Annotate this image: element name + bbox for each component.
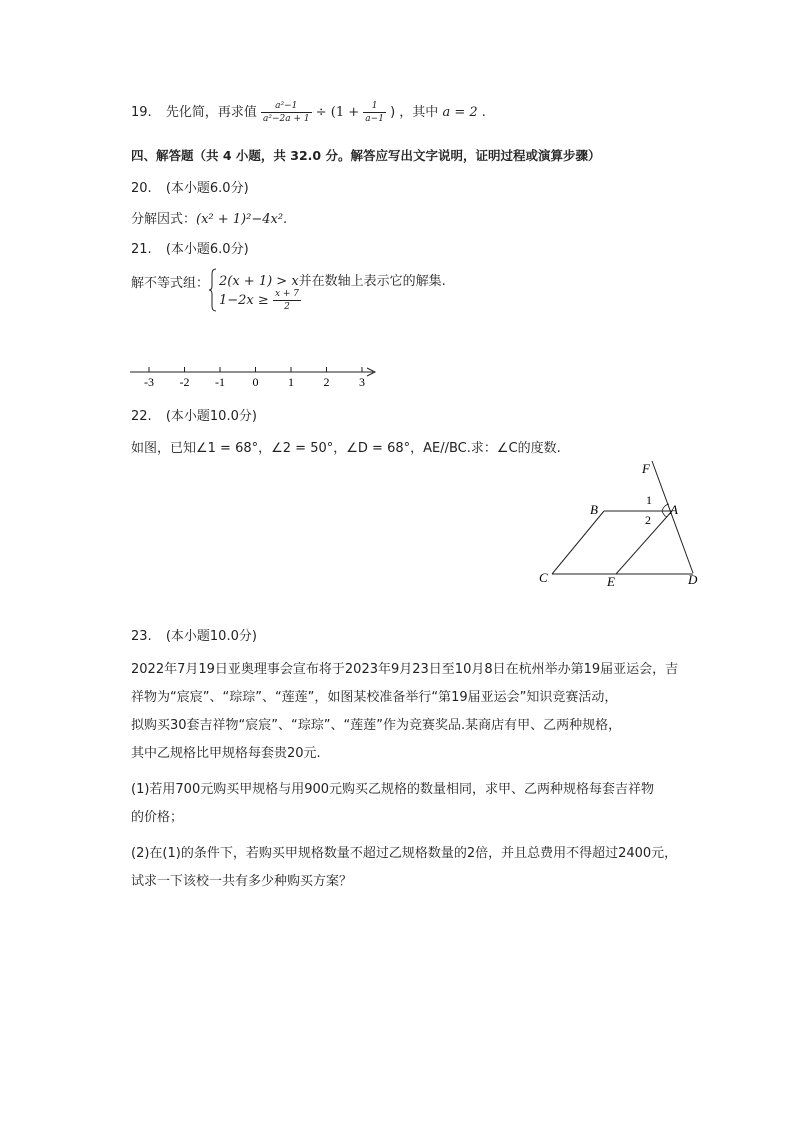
question-19: [131, 100, 486, 125]
q21-number: 21.: [131, 242, 152, 257]
q19-frac2-numerator: 1: [371, 101, 378, 111]
segment-BC: [552, 511, 604, 574]
section-4-heading: 四、解答题（共 4 小题，共 32.0 分。解答应写出文字说明，证明过程或演算步骤）: [131, 148, 601, 163]
line-FD: [652, 461, 693, 573]
q23-part1-line: (1)若用700元购买甲规格与用900元购买乙规格的数量相同，求甲、乙两种规格每套吉祥物: [131, 782, 655, 797]
q22-geometry-figure: [530, 455, 710, 590]
q21-inequality-2-row: [219, 288, 301, 313]
number-line: [125, 358, 385, 392]
q19-end: .: [481, 105, 486, 120]
angle-2-arc: [662, 511, 667, 517]
q23-intro-line: 祥物为“宸宸”、“琮琮”、“莲莲”，如图某校准备举行“第19届亚运会”知识竞赛活动，: [131, 690, 618, 705]
q20-text: 分解因式：: [131, 212, 197, 227]
q21-lead: 解不等式组：: [131, 276, 210, 291]
number-line-tick-label: 1: [288, 375, 294, 389]
q19-fraction-1: [261, 100, 312, 125]
q20-number: 20.: [131, 181, 152, 196]
label-angle-2: 2: [645, 513, 651, 527]
q23-part-1: [131, 776, 654, 832]
label-A: A: [670, 502, 678, 517]
q19-frac1-numerator: a²−1: [275, 101, 298, 111]
q19-fraction-2: [363, 100, 386, 125]
number-line-tick-label: -2: [179, 375, 190, 389]
label-C: C: [539, 570, 548, 585]
q21-fraction: [273, 288, 301, 313]
question-20-body: [131, 208, 287, 227]
q22-number: 22.: [131, 409, 152, 424]
q19-close-paren: ): [390, 105, 396, 120]
q23-part2-line: (2)在(1)的条件下，若购买甲规格数量不超过乙规格数量的2倍，并且总费用不得超过2400元，: [131, 846, 678, 861]
q23-intro: [131, 656, 678, 768]
q23-intro-line: 拟购买30套吉祥物“宸宸”、“琮琮”、“莲莲”作为竞赛奖品.某商店有甲、乙两种规格，: [131, 718, 622, 733]
question-23-header: [131, 625, 257, 644]
label-B: B: [590, 502, 598, 517]
q19-lead: 先化简，再求值: [165, 105, 257, 120]
label-F: F: [642, 461, 650, 476]
q19-divide-expr: ÷ (1 +: [315, 105, 360, 120]
question-20-header: [131, 177, 249, 196]
label-D: D: [688, 572, 698, 587]
q19-number: 19.: [131, 105, 152, 120]
q21-frac-denominator: 2: [273, 300, 301, 313]
q19-condition: a = 2: [442, 105, 478, 120]
q23-number: 23.: [131, 629, 152, 644]
q22-text: 如图，已知∠1 = 68°，∠2 = 50°，∠D = 68°，AE//BC.求：∠C的度数.: [131, 441, 561, 456]
q21-inequality-1: 2(x + 1) > x: [219, 274, 299, 289]
q22-score: (本小题10.0分): [165, 409, 257, 424]
q20-score: (本小题6.0分): [165, 181, 249, 196]
q23-score: (本小题10.0分): [165, 629, 257, 644]
question-21-header: [131, 238, 249, 257]
number-line-tick-label: 3: [359, 375, 365, 389]
label-angle-1: 1: [646, 493, 652, 507]
q23-intro-line: 2022年7月19日亚奥理事会宣布将于2023年9月23日至10月8日在杭州举办第19届亚运会，吉: [131, 662, 679, 677]
q19-tail: ，其中: [399, 105, 439, 120]
q21-brace: [209, 268, 217, 312]
number-line-tick-label: 0: [252, 375, 259, 389]
number-line-tick-label: -3: [144, 375, 154, 389]
label-E: E: [607, 574, 615, 589]
q21-frac-numerator: x + 7: [274, 289, 300, 299]
q21-inequality-1-tail: 并在数轴上表示它的解集.: [298, 274, 446, 289]
q21-score: (本小题6.0分): [165, 242, 249, 257]
q19-frac1-denominator: a²−2a + 1: [262, 114, 310, 124]
q19-frac2-denominator: a−1: [365, 114, 384, 124]
q23-intro-line: 其中乙规格比甲规格每套贵20元.: [131, 746, 321, 761]
number-line-tick-label: 2: [323, 375, 330, 389]
q23-part-2: [131, 840, 677, 896]
q23-part2-line: 试求一下该校一共有多少种购买方案？: [131, 874, 353, 889]
q20-expression: (x² + 1)²−4x².: [196, 212, 288, 227]
number-line-tick-label: -1: [215, 375, 225, 389]
q23-part1-line: 的价格；: [131, 810, 184, 825]
q21-inequality-2: 1−2x ≥: [219, 293, 269, 308]
segment-AE: [616, 511, 672, 574]
q21-inequality-1-row: [219, 270, 446, 289]
question-22-header: [131, 405, 257, 424]
